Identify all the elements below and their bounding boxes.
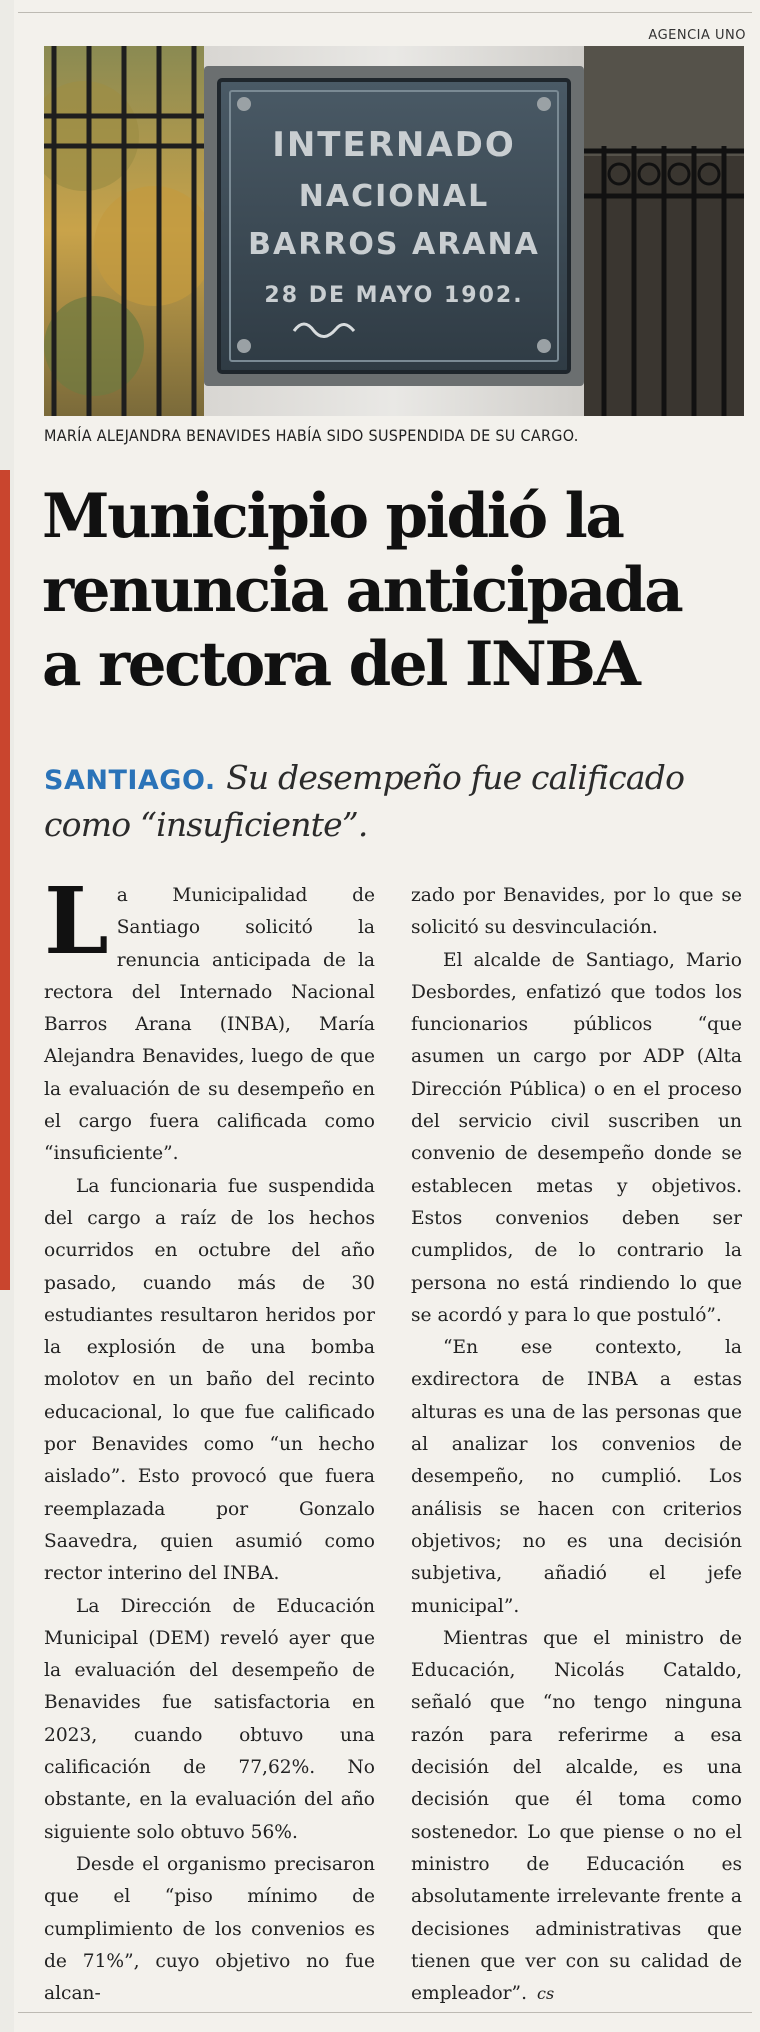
- headline-line-1: Municipio pidió la: [42, 481, 623, 552]
- article-paragraph: zado por Benavides, por lo que se solicitó su desvinculación.: [411, 885, 742, 939]
- headline-line-2: renuncia anticipada: [42, 555, 682, 626]
- end-mark: cs: [536, 1984, 555, 2004]
- photo-credit: AGENCIA UNO: [648, 28, 746, 43]
- article-paragraph: [44, 867, 375, 1171]
- photo-caption: MARÍA ALEJANDRA BENAVIDES HABÍA SIDO SUSPENDIDA DE SU CARGO.: [44, 426, 579, 445]
- plaque-line-4: 28 DE MAYO 1902.: [264, 283, 524, 308]
- article-photo: [44, 46, 744, 416]
- article-column-2: [411, 880, 742, 2010]
- plaque-photo: [44, 46, 744, 416]
- adjacent-page-red-block: [0, 470, 10, 1290]
- deck: [44, 756, 744, 847]
- article-paragraph: La Dirección de Educación Municipal (DEM) reveló ayer que la evaluación del desempeño de Benavides fue satisfactoria en 2023, cuando obtuvo una calificación de 77,62%. No obstante, en la evaluación del año siguiente solo obtuvo 56%.: [44, 1595, 375, 1843]
- article-paragraph: Desde el organismo precisaron que el “piso mínimo de cumplimiento de los convenios es de 71%”, cuyo objetivo no fue alcan-: [44, 1853, 375, 2005]
- plaque-line-1: INTERNADO: [272, 125, 516, 165]
- article-paragraph: La funcionaria fue suspendida del cargo a raíz de los hechos ocurridos en octubre del año pasado, cuando más de 30 estudiantes resultaron heridos por la explosión de una bomba molotov en un baño del recinto educacional, lo que fue calificado por Benavides como “un hecho aislado”. Esto provocó que fuera reemplazada por Gonzalo Saavedra, quien asumió como rector interino del INBA.: [44, 1175, 375, 1585]
- article-paragraph: [411, 1623, 742, 2011]
- headline: [42, 480, 742, 702]
- plaque-line-2: NACIONAL: [298, 179, 490, 214]
- paragraph-text: a Municipalidad de Santiago solicitó la renuncia anticipada de la rectora del Internado Nacional Barros Arana (INBA), María Alejandra Benavides, luego de que la evaluación de su desempeño en el cargo fuera calificada como “insuficiente”.: [44, 885, 375, 1165]
- plaque-line-3: BARROS ARANA: [248, 227, 540, 262]
- paragraph-text: Mientras que el ministro de Educación, Nicolás Cataldo, señaló que “no tengo ninguna razón para referirme a esa decisión del alcalde, es una decisión que él toma como sostenedor. Lo que piense o no el ministro de Educación es absolutamente irrelevante frente a decisiones administrativas que tienen que ver con su calidad de empleador”.: [411, 1627, 742, 2005]
- article-paragraph: “En ese contexto, la exdirectora de INBA a estas alturas es una de las personas que al analizar los convenios de desempeño, no cumplió. Los análisis se hacen con criterios objetivos; no es una decisión subjetiva, añadió el jefe municipal”.: [411, 1337, 742, 1617]
- drop-cap: L: [44, 867, 109, 975]
- dateline: SANTIAGO.: [44, 765, 216, 796]
- bottom-rule: [18, 2012, 752, 2013]
- article-column-1: [44, 867, 375, 2010]
- headline-line-3: a rectora del INBA: [42, 629, 639, 700]
- top-rule: [18, 12, 752, 13]
- adjacent-page-strip: [0, 0, 14, 2032]
- subtitle: Su desempeño fue calificado como “insuficiente”.: [44, 758, 685, 844]
- article-paragraph: El alcalde de Santiago, Mario Desbordes, enfatizó que todos los funcionarios públicos “que asumen un cargo por ADP (Alta Dirección Pública) o en el proceso del servicio civil suscriben un convenio de desempeño donde se establecen metas y objetivos. Estos convenios deben ser cumplidos, de lo contrario la persona no está rindiendo lo que se acordó y para lo que postuló”.: [411, 949, 742, 1326]
